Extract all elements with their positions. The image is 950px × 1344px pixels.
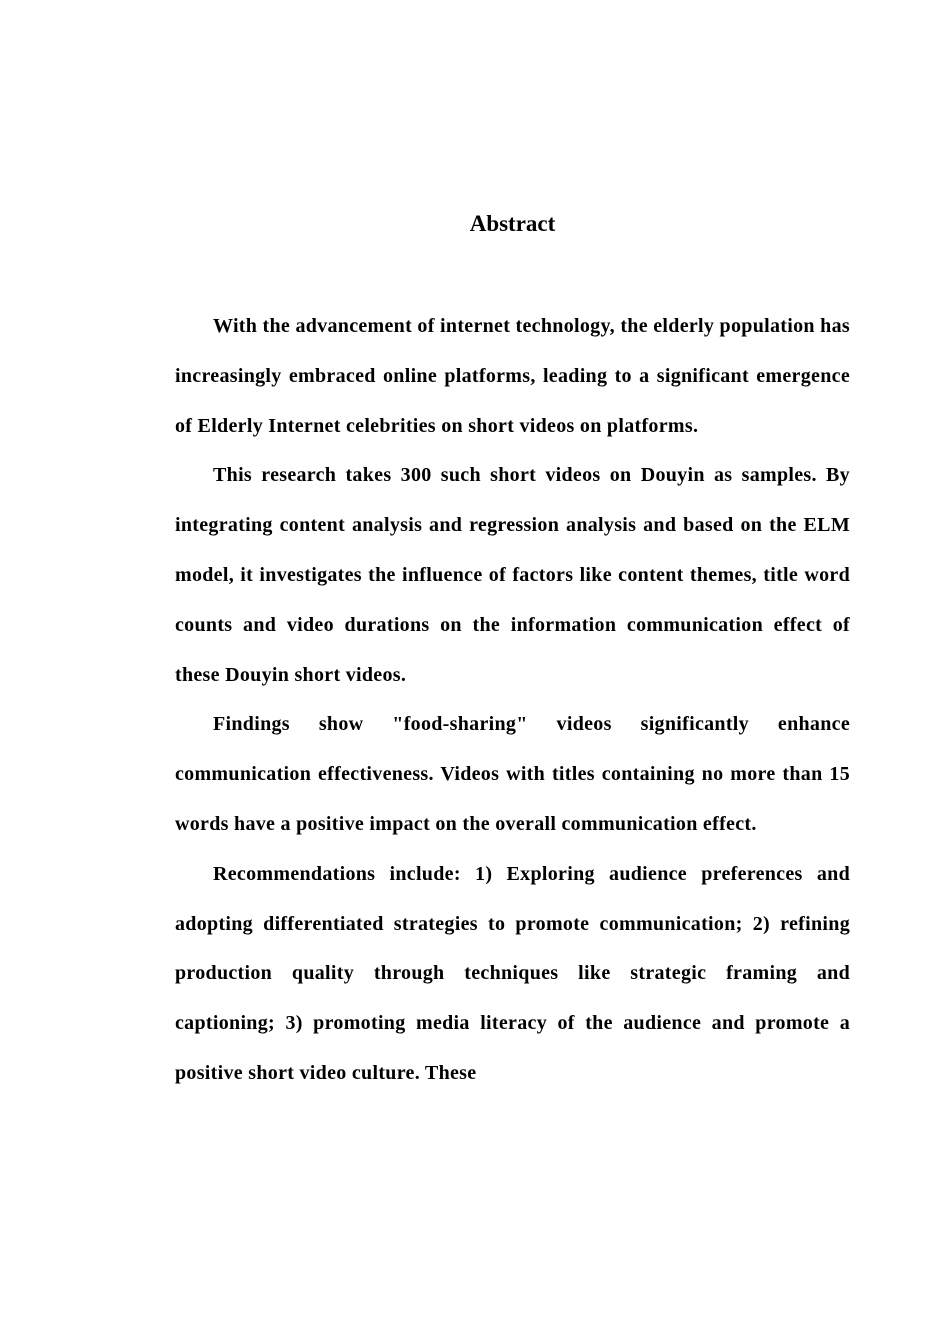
page-title: Abstract [469, 211, 556, 236]
abstract-paragraph-1: With the advancement of internet technology, the elderly population has increasingly embraced online platforms, leading to a significant emergence of Elderly Internet celebrities on short videos on platforms. [175, 315, 850, 437]
abstract-body [175, 302, 850, 1099]
abstract-paragraph-4: Recommendations include: 1) Exploring audience preferences and adopting differentiated strategies to promote communication; 2) refining production quality through techniques like strategic framing and captioning; 3) promoting media literacy of the audience and promote a positive short video culture. These [175, 862, 850, 1084]
abstract-paragraph-2: This research takes 300 such short videos on Douyin as samples. By integrating content analysis and regression analysis and based on the ELM model, it investigates the influence of factors like content themes, title word counts and video durations on the information communication effect of these Douyin short videos. [175, 464, 850, 686]
abstract-paragraph-3: Findings show "food-sharing" videos significantly enhance communication effectiveness. Videos with titles containing no more than 15 words have a positive impact on the overall communication effect. [175, 713, 850, 835]
